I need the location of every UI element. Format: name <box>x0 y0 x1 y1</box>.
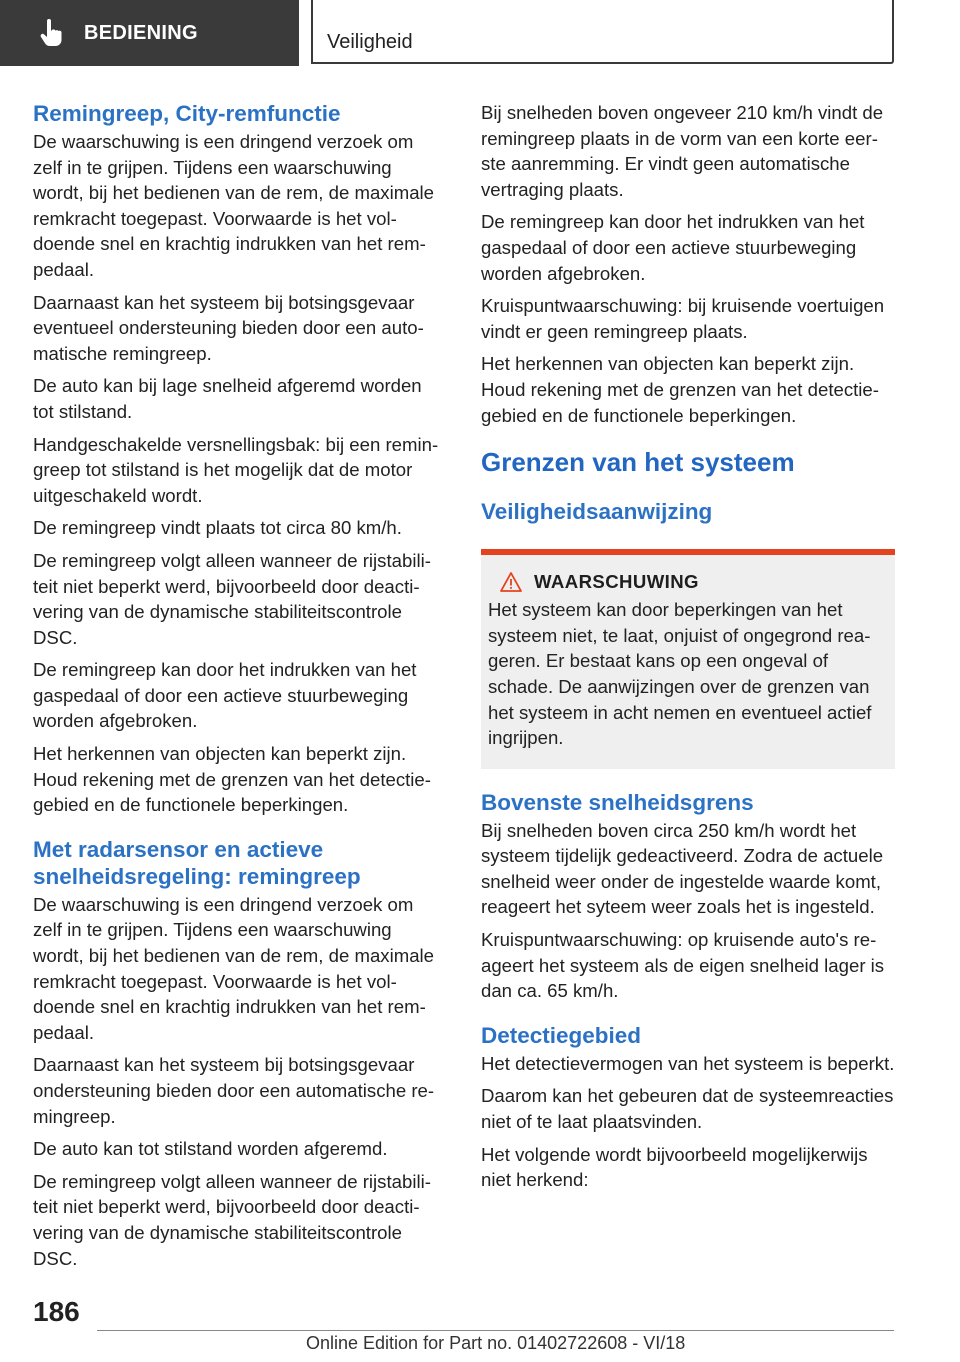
footer-edition: Online Edition for Part no. 01402722608 - VI/18 <box>306 1333 686 1353</box>
heading-radar-brake: Met radarsensor en actieve snelheidsregeling: remingreep <box>33 836 361 889</box>
paragraph: De waarschuwing is een dringend verzoek om zelf in te grijpen. Tijdens een waarschuwing wordt, bij het bedienen van de rem, de maximale remkracht toegepast. Voorwaarde is het voldoende snel en krachtig indrukken van het rempedaal. <box>33 893 435 1043</box>
hand-pointer-icon <box>38 18 64 48</box>
paragraph: Bij snelheden boven ongeveer 210 km/h vindt de remingreep plaats in de vorm van een korte eerste aanremming. Er vindt geen automatische vertraging plaats. <box>481 102 884 200</box>
paragraph: De waarschuwing is een dringend verzoek om zelf in te grijpen. Tijdens een waarschuwing wordt, bij het bedienen van de rem, de maximale remkracht toegepast. Voorwaarde is het voldoende snel en krachtig indrukken van het rempedaal. <box>33 131 435 280</box>
heading-upper-speed-limit: Bovenste snelheidsgrens <box>481 789 754 815</box>
paragraph: Kruispuntwaarschuwing: bij kruisende voertuigen vindt er geen remingreep plaats. <box>481 295 885 342</box>
paragraph: Daarnaast kan het systeem bij botsingsgevaar ondersteuning bieden door een automatische remingreep. <box>33 1054 435 1127</box>
paragraph: Het herkennen van objecten kan beperkt zijn. Houd rekening met de grenzen van het detectiegebied en de functionele beperkingen. <box>33 743 431 816</box>
section-tab[interactable] <box>0 0 299 66</box>
paragraph: De remingreep volgt alleen wanneer de rijstabiliteit niet beperkt werd, bijvoorbeeld door deactivering van de dynamische stabiliteitscontrole DSC. <box>33 549 431 648</box>
paragraph: De remingreep kan door het indrukken van het gaspedaal of door een actieve stuurbeweging worden afgebroken. <box>33 659 417 732</box>
paragraph: Daarom kan het gebeuren dat de systeemreacties niet of te laat plaatsvinden. <box>481 1085 894 1133</box>
paragraph: Handgeschakelde versnellingsbak: bij een remingreep tot stilstand is het mogelijk dat de motor uitgeschakeld wordt. <box>33 433 439 506</box>
breadcrumb <box>311 0 894 64</box>
warning-triangle-icon <box>500 572 522 592</box>
left-column <box>33 100 447 1278</box>
heading-detection-area: Detectiegebied <box>481 1022 642 1048</box>
paragraph: Het herkennen van objecten kan beperkt zijn. Houd rekening met de grenzen van het detectiegebied en de functionele beperkingen. <box>481 353 879 426</box>
warning-text: Het systeem kan door beperkingen van het systeem niet, te laat, onjuist of ongegrond reageren. Er bestaat kans op een ongeval of schade. De aanwijzingen over de grenzen van het systeem in acht nemen en eventueel actief ingrijpen. <box>488 599 872 749</box>
breadcrumb-label: Veiligheid <box>327 31 413 53</box>
warning-title-text: WAARSCHUWING <box>534 571 699 593</box>
paragraph: Kruispuntwaarschuwing: op kruisende auto's reageert het systeem als de eigen snelheid lager is dan ca. 65 km/h. <box>481 929 885 1002</box>
paragraph: De remingreep vindt plaats tot circa 80 km/h. <box>33 517 402 539</box>
heading-city-brake: Remingreep, City-remfunctie <box>33 101 341 126</box>
paragraph: Het volgende wordt bijvoorbeeld mogelijkerwijs niet herkend: <box>481 1143 868 1191</box>
paragraph: Bij snelheden boven circa 250 km/h wordt het systeem tijdelijk gedeactiveerd. Zodra de actuele snelheid weer onder de ingestelde waarde komt, reageert het syteem weer zoals het is ingesteld. <box>481 819 884 918</box>
paragraph: Het detectievermogen van het systeem is beperkt. <box>481 1052 895 1074</box>
warning-title <box>488 571 887 593</box>
right-column <box>481 100 895 1200</box>
heading-system-limits: Grenzen van het systeem <box>481 447 795 478</box>
paragraph: Daarnaast kan het systeem bij botsingsgevaar eventueel ondersteuning bieden door een automatische remingreep. <box>33 291 424 364</box>
paragraph: De remingreep kan door het indrukken van het gaspedaal of door een actieve stuurbeweging worden afgebroken. <box>481 211 865 284</box>
warning-box <box>481 549 895 769</box>
paragraph: De auto kan bij lage snelheid afgeremd worden tot stilstand. <box>33 375 422 422</box>
footer-divider <box>97 1330 894 1331</box>
paragraph: De remingreep volgt alleen wanneer de rijstabiliteit niet beperkt werd, bijvoorbeeld door deactivering van de dynamische stabiliteitscontrole DSC. <box>33 1170 431 1269</box>
page-number: 186 <box>33 1296 80 1327</box>
paragraph: De auto kan tot stilstand worden afgeremd. <box>33 1138 388 1160</box>
heading-safety-notice: Veiligheidsaanwijzing <box>481 499 713 525</box>
section-label: BEDIENING <box>84 21 198 44</box>
